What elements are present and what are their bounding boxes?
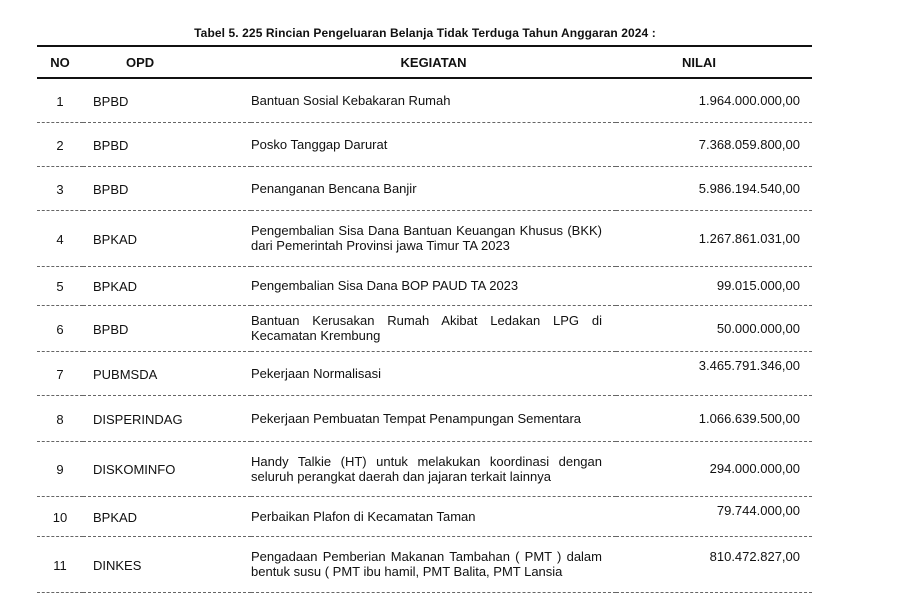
- row-opd: BPKAD: [83, 496, 251, 536]
- row-no: 1: [37, 78, 83, 122]
- row-opd: BPKAD: [83, 210, 251, 266]
- expenditure-table: [37, 45, 812, 593]
- row-kegiatan: Pengembalian Sisa Dana BOP PAUD TA 2023: [251, 266, 616, 305]
- header-no: NO: [37, 46, 83, 78]
- row-no: 4: [37, 210, 83, 266]
- row-kegiatan: Bantuan Sosial Kebakaran Rumah: [251, 78, 616, 122]
- row-kegiatan: Pekerjaan Normalisasi: [251, 351, 616, 395]
- row-no: 11: [37, 536, 83, 592]
- table-row: [37, 441, 812, 496]
- row-opd: BPKAD: [83, 266, 251, 305]
- table-row: [37, 305, 812, 351]
- table-row: [37, 122, 812, 166]
- row-no: 10: [37, 496, 83, 536]
- row-no: 2: [37, 122, 83, 166]
- row-nilai: 1.964.000.000,00: [616, 78, 812, 122]
- row-kegiatan: Posko Tanggap Darurat: [251, 122, 616, 166]
- row-kegiatan: Handy Talkie (HT) untuk melakukan koordinasi dengan seluruh perangkat daerah dan jajaran terkait lainnya: [251, 441, 616, 496]
- row-nilai: 50.000.000,00: [616, 305, 812, 351]
- row-nilai: 5.986.194.540,00: [616, 166, 812, 210]
- row-nilai: 79.744.000,00: [616, 496, 812, 536]
- row-opd: DINKES: [83, 536, 251, 592]
- row-nilai: 3.465.791.346,00: [616, 351, 812, 395]
- table-header-row: [37, 46, 812, 78]
- header-nilai: NILAI: [616, 46, 812, 78]
- table-row: [37, 395, 812, 441]
- row-no: 7: [37, 351, 83, 395]
- table-caption: Tabel 5. 225 Rincian Pengeluaran Belanja Tidak Terduga Tahun Anggaran 2024 :: [194, 26, 656, 40]
- row-kegiatan: Pengadaan Pemberian Makanan Tambahan ( PMT ) dalam bentuk susu ( PMT ibu hamil, PMT Balita, PMT Lansia: [251, 536, 616, 592]
- row-nilai: 810.472.827,00: [616, 536, 812, 592]
- table-row: [37, 78, 812, 122]
- row-no: 3: [37, 166, 83, 210]
- table-row: [37, 266, 812, 305]
- row-kegiatan: Bantuan Kerusakan Rumah Akibat Ledakan LPG di Kecamatan Krembung: [251, 305, 616, 351]
- row-opd: DISKOMINFO: [83, 441, 251, 496]
- table-row: [37, 496, 812, 536]
- row-nilai: 99.015.000,00: [616, 266, 812, 305]
- row-opd: BPBD: [83, 305, 251, 351]
- row-kegiatan: Pekerjaan Pembuatan Tempat Penampungan Sementara: [251, 395, 616, 441]
- row-kegiatan: Pengembalian Sisa Dana Bantuan Keuangan Khusus (BKK) dari Pemerintah Provinsi jawa Timur TA 2023: [251, 210, 616, 266]
- row-opd: BPBD: [83, 166, 251, 210]
- row-nilai: 1.267.861.031,00: [616, 210, 812, 266]
- header-kegiatan: KEGIATAN: [251, 46, 616, 78]
- row-nilai: 1.066.639.500,00: [616, 395, 812, 441]
- row-nilai: 294.000.000,00: [616, 441, 812, 496]
- row-opd: BPBD: [83, 78, 251, 122]
- row-opd: PUBMSDA: [83, 351, 251, 395]
- row-no: 6: [37, 305, 83, 351]
- table-row: [37, 351, 812, 395]
- table-row: [37, 210, 812, 266]
- row-nilai: 7.368.059.800,00: [616, 122, 812, 166]
- table-row: [37, 166, 812, 210]
- header-opd: OPD: [83, 46, 251, 78]
- table-row: [37, 536, 812, 592]
- row-opd: DISPERINDAG: [83, 395, 251, 441]
- row-no: 8: [37, 395, 83, 441]
- row-opd: BPBD: [83, 122, 251, 166]
- row-no: 5: [37, 266, 83, 305]
- row-kegiatan: Penanganan Bencana Banjir: [251, 166, 616, 210]
- row-no: 9: [37, 441, 83, 496]
- row-kegiatan: Perbaikan Plafon di Kecamatan Taman: [251, 496, 616, 536]
